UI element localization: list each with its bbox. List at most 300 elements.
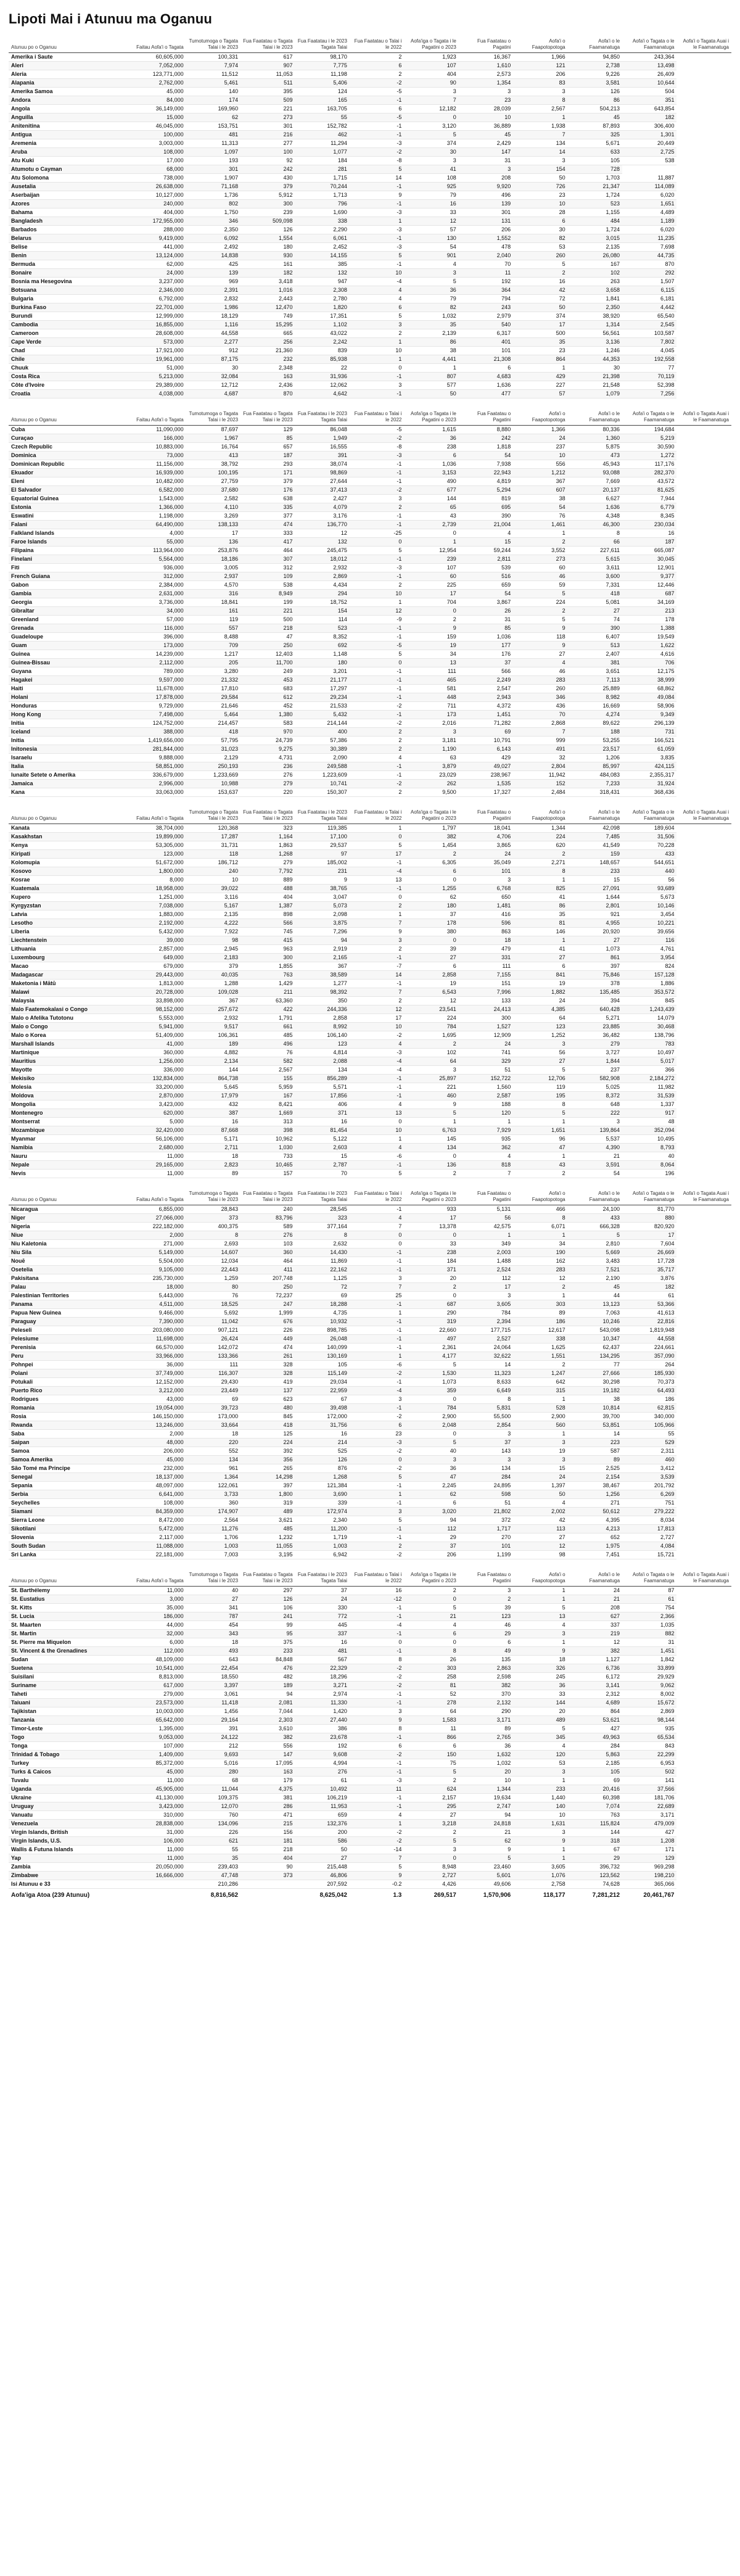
value-cell: 3,171 (459, 1716, 513, 1725)
value-cell: 843 (622, 1742, 676, 1751)
value-cell: 10 (350, 1126, 404, 1135)
value-cell: -1 (350, 633, 404, 642)
value-cell: 210,286 (186, 1880, 240, 1889)
value-cell: 5,875 (568, 443, 622, 452)
value-cell: 53 (513, 243, 567, 252)
value-cell: 239 (240, 208, 295, 217)
value-cell: 0 (350, 833, 404, 841)
value-cell: 1,003 (186, 1542, 240, 1551)
value-cell: 240 (186, 867, 240, 876)
column-header: Aofa'i o le Faamanatuga (568, 1571, 622, 1587)
table-row (9, 1040, 731, 1049)
value-cell: 105 (295, 1361, 350, 1369)
value-cell: 28,838,000 (131, 1820, 186, 1828)
value-cell: 4 (404, 1621, 458, 1630)
value-cell: 180 (295, 659, 350, 667)
value-cell: 36 (513, 1682, 567, 1690)
value-cell: 315 (513, 1387, 567, 1395)
column-header: Aofa'i o Tagata o le Faamanatuga (622, 410, 676, 426)
value-cell: 18,012 (295, 555, 350, 564)
table-row (9, 1516, 731, 1525)
table-row (9, 1231, 731, 1240)
value-cell: 10,482,000 (131, 477, 186, 486)
value-cell: 397 (240, 1482, 295, 1490)
value-cell: 400,375 (186, 1223, 240, 1231)
value-cell: 11,042 (186, 1318, 240, 1326)
value-cell: -2 (350, 702, 404, 711)
value-cell: 818 (459, 1161, 513, 1170)
value-cell: 29 (404, 1534, 458, 1542)
value-cell: 1,277 (295, 980, 350, 988)
value-cell: 1,217 (186, 650, 240, 659)
value-cell: 144 (568, 1828, 622, 1837)
table-row (9, 1490, 731, 1499)
value-cell: -2 (350, 1369, 404, 1378)
value-cell: 17,327 (459, 788, 513, 797)
value-cell: 2 (513, 1283, 567, 1292)
table-row (9, 1768, 731, 1777)
value-cell: 2,190 (568, 1274, 622, 1283)
value-cell: 102 (404, 1049, 458, 1057)
value-cell: 22,329 (295, 1664, 350, 1673)
value-cell: 100,000 (131, 131, 186, 139)
value-cell: 9,608 (295, 1751, 350, 1759)
value-cell: 2,725 (622, 148, 676, 157)
value-cell: 8 (513, 867, 567, 876)
value-cell: 85 (459, 624, 513, 633)
value-cell: 44,558 (622, 1335, 676, 1344)
value-cell: 2,394 (459, 1318, 513, 1326)
value-cell: 523 (568, 200, 622, 208)
value-cell: 9 (350, 1716, 404, 1725)
value-cell: 206,000 (131, 1447, 186, 1456)
value-cell: 136,770 (295, 521, 350, 529)
table-row (9, 434, 731, 443)
value-cell: 417 (240, 538, 295, 547)
value-cell: 134,096 (186, 1820, 240, 1828)
value-cell: 659 (295, 1811, 350, 1820)
value-cell: 167 (568, 260, 622, 269)
table-row (9, 269, 731, 278)
value-cell: 422 (240, 1005, 295, 1014)
table-row (9, 624, 731, 633)
value-cell: 40 (622, 1152, 676, 1161)
value-cell: 53,851 (568, 1421, 622, 1430)
country-name-cell: St. Maarten (9, 1621, 131, 1630)
value-cell: 504,213 (568, 105, 622, 114)
value-cell: 612 (240, 693, 295, 702)
value-cell: 22,689 (622, 1802, 676, 1811)
value-cell: 10,146 (622, 902, 676, 910)
value-cell: 1,076 (513, 1872, 567, 1880)
value-cell: 478 (459, 243, 513, 252)
value-cell: 62 (404, 1490, 458, 1499)
value-cell: 15,721 (622, 1551, 676, 1559)
value-cell: 116,307 (186, 1369, 240, 1378)
table-row (9, 1369, 731, 1378)
value-cell: 2 (350, 745, 404, 754)
value-cell: 12,152,000 (131, 1378, 186, 1387)
value-cell: 1,481 (459, 902, 513, 910)
value-cell: 392 (240, 1447, 295, 1456)
value-cell: 1,252 (513, 1031, 567, 1040)
country-name-cell: St. Martin (9, 1630, 131, 1638)
value-cell: 24 (459, 1040, 513, 1049)
value-cell: 14 (350, 174, 404, 183)
value-cell: 54 (459, 452, 513, 460)
value-cell: 5,149,000 (131, 1249, 186, 1257)
value-cell: 339 (295, 1499, 350, 1508)
table-row (9, 1854, 731, 1863)
column-header: Aofa'i o Tagata o le Faamanatuga (622, 808, 676, 824)
value-cell: 141 (622, 1777, 676, 1785)
table-row (9, 633, 731, 642)
value-cell: 330 (295, 1604, 350, 1612)
value-cell: 516 (459, 572, 513, 581)
column-header: Aofa'i o le Faamanatuga (568, 410, 622, 426)
value-cell: 963 (240, 945, 295, 954)
country-name-cell: Liechtenstein (9, 936, 131, 945)
table-row (9, 1223, 731, 1231)
report-blocks (9, 37, 731, 1899)
value-cell: 5,131 (459, 1205, 513, 1214)
value-cell: 12,470 (240, 303, 295, 312)
value-cell: 27,644 (295, 477, 350, 486)
country-name-cell: Trinidad & Tobago (9, 1751, 131, 1759)
table-row (9, 1733, 731, 1742)
value-cell: -1 (350, 1690, 404, 1699)
value-cell: 42 (513, 1516, 567, 1525)
value-cell: 250 (240, 642, 295, 650)
value-cell: 394 (568, 997, 622, 1005)
value-cell: 4 (350, 754, 404, 762)
value-cell: 25,889 (568, 685, 622, 693)
table-header-row (9, 37, 731, 53)
value-cell: 5 (350, 252, 404, 260)
value-cell: 1,097 (186, 148, 240, 157)
value-cell: 356 (240, 1456, 295, 1464)
value-cell: 6 (350, 1742, 404, 1751)
value-cell: 4,994 (295, 1759, 350, 1768)
table-row (9, 1846, 731, 1854)
value-cell: 74 (568, 616, 622, 624)
value-cell: 261 (240, 1352, 295, 1361)
value-cell: 961 (186, 1464, 240, 1473)
value-cell: 7,003 (186, 1551, 240, 1559)
value-cell: 2,429 (459, 139, 513, 148)
value-cell: 69 (568, 1777, 622, 1785)
value-cell: 159 (404, 633, 458, 642)
value-cell: 6,020 (622, 226, 676, 234)
value-cell: 6 (404, 1742, 458, 1751)
value-cell: 999 (513, 737, 567, 745)
country-name-cell: Angola (9, 105, 131, 114)
country-name-cell: Equatorial Guinea (9, 495, 131, 503)
value-cell: 1 (513, 1152, 567, 1161)
value-cell: -1 (350, 859, 404, 867)
value-cell: 377 (240, 512, 295, 521)
value-cell: 692 (295, 642, 350, 650)
column-header: Atunuu po o Oganuu (9, 808, 131, 824)
value-cell: 270 (459, 1534, 513, 1542)
value-cell: 29,929 (622, 1673, 676, 1682)
table-row (9, 1595, 731, 1604)
value-cell: 316 (186, 590, 240, 598)
column-header: Faitau Aofa'i o Tagata (131, 410, 186, 426)
value-cell: 2 (404, 850, 458, 859)
value-cell: 22,943 (459, 469, 513, 477)
table-row (9, 1872, 731, 1880)
value-cell: 105 (568, 157, 622, 165)
value-cell: -4 (350, 1057, 404, 1066)
value-cell: 26,638,000 (131, 183, 186, 191)
value-cell: 2,780 (295, 295, 350, 303)
value-cell: 106,140 (295, 1031, 350, 1040)
value-cell: 21 (568, 1152, 622, 1161)
value-cell: 42,575 (459, 1223, 513, 1231)
value-cell: 388,000 (131, 728, 186, 737)
value-cell: 21,177 (295, 676, 350, 685)
table-row (9, 426, 731, 434)
value-cell: 17,813 (622, 1525, 676, 1534)
value-cell: 1,077 (295, 148, 350, 157)
value-cell: 650 (459, 893, 513, 902)
value-cell: 51,000 (131, 364, 186, 373)
value-cell: 12,403 (240, 650, 295, 659)
value-cell: 2,183 (186, 954, 240, 962)
value-cell: 11,000 (131, 1777, 186, 1785)
value-cell: 2,346,000 (131, 286, 186, 295)
value-cell: 6 (513, 217, 567, 226)
value-cell: 133 (459, 997, 513, 1005)
value-cell: 6,953 (622, 1759, 676, 1768)
value-cell: 242 (459, 434, 513, 443)
country-name-cell: Tanzania (9, 1716, 131, 1725)
value-cell: 525 (295, 1447, 350, 1456)
value-cell: 123 (295, 1040, 350, 1049)
value-cell: 2 (350, 728, 404, 737)
value-cell: -1 (350, 685, 404, 693)
value-cell: -2 (350, 1447, 404, 1456)
value-cell: 2 (350, 945, 404, 954)
value-cell: 3,423,000 (131, 1802, 186, 1811)
table-row (9, 650, 731, 659)
total-value-cell (240, 1889, 295, 1900)
value-cell: 1,251,000 (131, 893, 186, 902)
value-cell: 15 (513, 1464, 567, 1473)
value-cell: 65 (404, 503, 458, 512)
value-cell: 2,693 (186, 1240, 240, 1249)
value-cell: 55,000 (131, 538, 186, 547)
value-cell: 283 (513, 676, 567, 685)
value-cell: 9,500 (404, 788, 458, 797)
value-cell: 227 (513, 381, 567, 390)
value-cell: 861 (568, 954, 622, 962)
column-header: Aofa'i o Faapotopotoga (513, 410, 567, 426)
value-cell: 146 (513, 928, 567, 936)
value-cell: 411 (240, 1266, 295, 1274)
value-cell: 120,368 (186, 824, 240, 833)
value-cell: 7 (350, 988, 404, 997)
value-cell: 3,116 (186, 893, 240, 902)
value-cell: 192 (295, 1742, 350, 1751)
country-name-cell: Aruba (9, 148, 131, 157)
value-cell: 17,351 (295, 312, 350, 321)
value-cell: 4 (350, 1040, 404, 1049)
value-cell: 75 (404, 1759, 458, 1768)
value-cell: 901 (404, 252, 458, 260)
value-cell: 32 (513, 754, 567, 762)
value-cell: 1 (513, 1292, 567, 1300)
value-cell: 239,403 (186, 1863, 240, 1872)
value-cell: 6,792,000 (131, 295, 186, 303)
value-cell: 126 (568, 88, 622, 96)
value-cell: 479 (459, 945, 513, 954)
value-cell: 54 (459, 590, 513, 598)
value-cell: 582 (240, 1057, 295, 1066)
value-cell: 9,062 (622, 1682, 676, 1690)
value-cell: 18,041 (459, 824, 513, 833)
value-cell: 4 (350, 295, 404, 303)
table-row (9, 252, 731, 260)
value-cell: 2 (350, 53, 404, 62)
country-name-cell: Malaysia (9, 997, 131, 1005)
country-name-cell: Seychelles (9, 1499, 131, 1508)
table-row (9, 1464, 731, 1473)
value-cell: 374 (404, 139, 458, 148)
value-cell: 5 (350, 650, 404, 659)
value-cell: 10,465 (240, 1161, 295, 1170)
value-cell: 1,631 (513, 1820, 567, 1828)
value-cell: 200 (295, 1828, 350, 1837)
value-cell: 1,527 (459, 1023, 513, 1031)
table-row (9, 278, 731, 286)
value-cell: 366 (622, 1066, 676, 1075)
value-cell: 5,271 (568, 1014, 622, 1023)
value-cell: 338 (295, 217, 350, 226)
value-cell: 90 (404, 79, 458, 88)
table-row (9, 122, 731, 131)
value-cell: 24,739 (240, 737, 295, 745)
value-cell: 6 (404, 452, 458, 460)
value-cell: 256 (240, 338, 295, 347)
value-cell: -1 (350, 96, 404, 105)
value-cell: 115,149 (295, 1369, 350, 1378)
value-cell: 2,932 (295, 564, 350, 572)
value-cell: 819 (459, 495, 513, 503)
value-cell: 136 (404, 1161, 458, 1170)
value-cell: 54 (568, 1170, 622, 1178)
value-cell: 381 (568, 659, 622, 667)
value-cell: 2,727 (404, 1872, 458, 1880)
value-cell: 802 (186, 200, 240, 208)
value-cell: 139 (459, 200, 513, 208)
value-cell: 215 (240, 1820, 295, 1828)
value-cell: 27,091 (568, 885, 622, 893)
value-cell: 357,090 (622, 1352, 676, 1361)
value-cell: 31,924 (622, 780, 676, 788)
value-cell: 325 (568, 131, 622, 139)
value-cell: -1 (350, 477, 404, 486)
value-cell: 171 (622, 1846, 676, 1854)
value-cell: 3 (513, 1828, 567, 1837)
value-cell: 1,724 (568, 226, 622, 234)
value-cell (131, 1880, 186, 1889)
value-cell: 796 (295, 200, 350, 208)
value-cell: 341 (186, 1604, 240, 1612)
total-value-cell: 7,281,212 (568, 1889, 622, 1900)
value-cell: 659 (459, 581, 513, 590)
value-cell: 24 (513, 1473, 567, 1482)
column-header: Atunuu po o Oganuu (9, 37, 131, 53)
value-cell: 98 (513, 1551, 567, 1559)
value-cell: 1,949 (295, 434, 350, 443)
value-cell: 5,432 (295, 711, 350, 719)
table-row (9, 824, 731, 833)
table-row (9, 1811, 731, 1820)
value-cell: 337 (295, 1630, 350, 1638)
value-cell: 187 (240, 452, 295, 460)
value-cell: 7,113 (568, 676, 622, 685)
value-cell: -1 (350, 980, 404, 988)
value-cell: 2 (350, 1542, 404, 1551)
value-cell: 250 (240, 1283, 295, 1292)
value-cell: 279,222 (622, 1508, 676, 1516)
value-cell: 27,066,000 (131, 1214, 186, 1223)
value-cell: 617 (240, 53, 295, 62)
value-cell: 12,070 (186, 1802, 240, 1811)
country-name-cell: Nouē (9, 1257, 131, 1266)
value-cell: 323 (295, 1214, 350, 1223)
column-header: Aofa'iga o Tagata i le Pagatini o 2023 (404, 37, 458, 53)
value-cell: 6,627 (568, 495, 622, 503)
table-row (9, 191, 731, 200)
value-cell: -1 (350, 234, 404, 243)
value-cell: 31,936 (295, 373, 350, 381)
value-cell: 5 (404, 1439, 458, 1447)
value-cell: 61 (622, 1595, 676, 1604)
value-cell: 27 (568, 936, 622, 945)
value-cell: 7 (350, 1854, 404, 1863)
value-cell: 303 (513, 1300, 567, 1309)
table-row (9, 1473, 731, 1482)
value-cell: 5 (404, 1604, 458, 1612)
value-cell: 2,857,000 (131, 945, 186, 954)
grand-total-row (9, 1889, 731, 1900)
value-cell: 163,705 (295, 105, 350, 114)
value-cell: 140 (513, 1802, 567, 1811)
value-cell: 233 (513, 1785, 567, 1794)
value-cell: 89 (568, 1456, 622, 1464)
country-name-cell: Hagakei (9, 676, 131, 685)
value-cell: 3 (350, 321, 404, 329)
country-name-cell: Mauritius (9, 1057, 131, 1066)
value-cell: 23,517 (568, 745, 622, 754)
value-cell: 375 (240, 1638, 295, 1647)
value-cell: 18,137,000 (131, 1473, 186, 1482)
total-value-cell: 8,625,042 (295, 1889, 350, 1900)
value-cell: 5,073 (295, 902, 350, 910)
value-cell: 0 (350, 364, 404, 373)
country-name-cell: Holani (9, 693, 131, 702)
value-cell: 2,391 (186, 286, 240, 295)
value-cell: 5,553,000 (131, 1014, 186, 1023)
value-cell: 17 (350, 1014, 404, 1023)
value-cell: 57,795 (186, 737, 240, 745)
value-cell: 133,366 (186, 1352, 240, 1361)
table-row (9, 1630, 731, 1638)
value-cell: 1,651 (622, 200, 676, 208)
